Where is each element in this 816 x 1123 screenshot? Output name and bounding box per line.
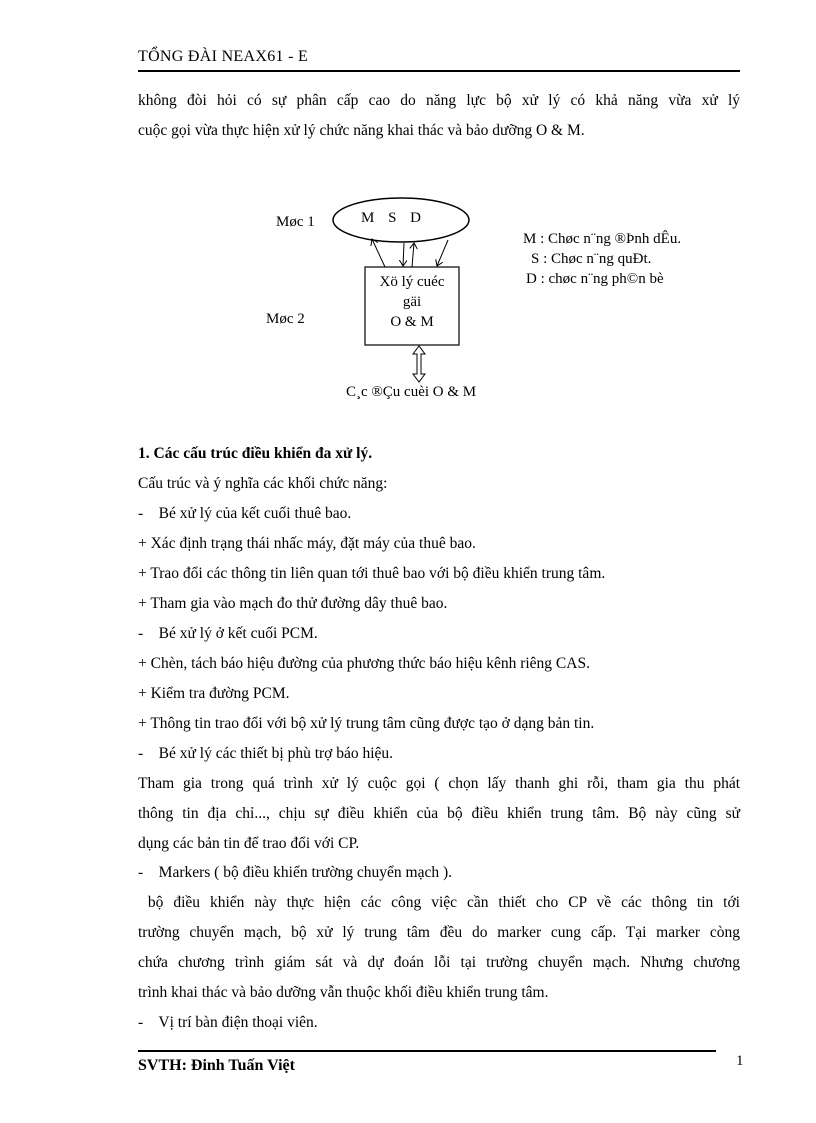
para2-line-4: trình khai thác và bảo dưỡng vẫn thuộc khối điều khiển trung tâm. bbox=[138, 984, 549, 1001]
text-line: + Chèn, tách báo hiệu đường của phương thức báo hiệu kênh riêng CAS. bbox=[138, 655, 590, 672]
processor-box bbox=[365, 267, 459, 345]
intro-line-1: không đòi hỏi có sự phân cấp cao do năng lực bộ xử lý có khả năng vừa xử lý bbox=[138, 92, 740, 109]
markers-item: - Markers ( bộ điều khiển trường chuyển mạch ). bbox=[138, 864, 453, 881]
text-line: - Bé xử lý ở kết cuối PCM. bbox=[138, 625, 318, 642]
legend-s: S : Chøc n¨ng quÐt. bbox=[531, 251, 652, 267]
text-line: + Trao đổi các thông tin liên quan tới thuê bao với bộ điều khiển trung tâm. bbox=[138, 565, 606, 582]
box-line-1: Xö lý cuéc bbox=[379, 274, 445, 290]
text-line: + Thông tin trao đổi với bộ xử lý trung tâm cũng được tạo ở dạng bản tin. bbox=[138, 715, 595, 732]
bottom-terminals-label: C¸c ®Çu cuèi O & M bbox=[346, 384, 477, 400]
header-rule bbox=[138, 70, 740, 72]
level-1-label: Møc 1 bbox=[276, 214, 315, 230]
para1-line-1: Tham gia trong quá trình xử lý cuộc gọi ( chọn lấy thanh ghi rỗi, tham gia thu phát bbox=[138, 775, 740, 792]
section-heading: 1. Các cấu trúc điều khiển đa xử lý. bbox=[138, 445, 373, 462]
box-line-3: O & M bbox=[390, 314, 434, 330]
legend-d: D : chøc n¨ng ph©n bè bbox=[526, 271, 664, 287]
footer-author: SVTH: Đinh Tuấn Việt bbox=[138, 1057, 295, 1074]
text-line: + Tham gia vào mạch đo thử đường dây thuê bao. bbox=[138, 595, 448, 612]
intro-line-2: cuộc gọi vừa thực hiện xử lý chức năng khai thác và bảo dưỡng O & M. bbox=[138, 122, 585, 139]
para1-line-3: dụng các bản tin để trao đổi với CP. bbox=[138, 835, 360, 852]
page-header-title: TỔNG ĐÀI NEAX61 - E bbox=[138, 48, 309, 65]
para2-line-1: bộ điều khiển này thực hiện các công việc cần thiết cho CP về các thông tin tới bbox=[138, 894, 740, 911]
footer-rule bbox=[138, 1050, 716, 1052]
bidirectional-arrow bbox=[413, 346, 425, 382]
text-line: + Xác định trạng thái nhấc máy, đặt máy của thuê bao. bbox=[138, 535, 476, 552]
para2-line-2: trường chuyển mạch, bộ xử lý trung tâm đều do marker cung cấp. Tại marker còng bbox=[138, 924, 740, 941]
para2-line-3: chứa chương trình giám sát và dự đoán lỗi tại trường chuyển mạch. Nhưng chương bbox=[138, 954, 740, 971]
text-line: - Bé xử lý các thiết bị phù trợ báo hiệu. bbox=[138, 745, 394, 762]
ellipse-label: M S D bbox=[361, 210, 422, 226]
legend-m: M : Chøc n¨ng ®Þnh dÊu. bbox=[523, 231, 682, 247]
text-line: + Kiểm tra đường PCM. bbox=[138, 685, 290, 702]
text-line: Cấu trúc và ý nghĩa các khối chức năng: bbox=[138, 475, 388, 492]
page-number: 1 bbox=[736, 1053, 744, 1069]
level-2-label: Møc 2 bbox=[266, 311, 305, 327]
box-line-2: gäi bbox=[402, 294, 422, 310]
text-line: - Bé xử lý của kết cuối thuê bao. bbox=[138, 505, 352, 522]
msd-ellipse bbox=[333, 198, 469, 242]
operator-desk-item: - Vị trí bàn điện thoại viên. bbox=[138, 1014, 318, 1031]
para1-line-2: thông tin địa chỉ..., chịu sự điều khiển của bộ điều khiển trung tâm. Bộ này cũng sử bbox=[138, 805, 740, 822]
